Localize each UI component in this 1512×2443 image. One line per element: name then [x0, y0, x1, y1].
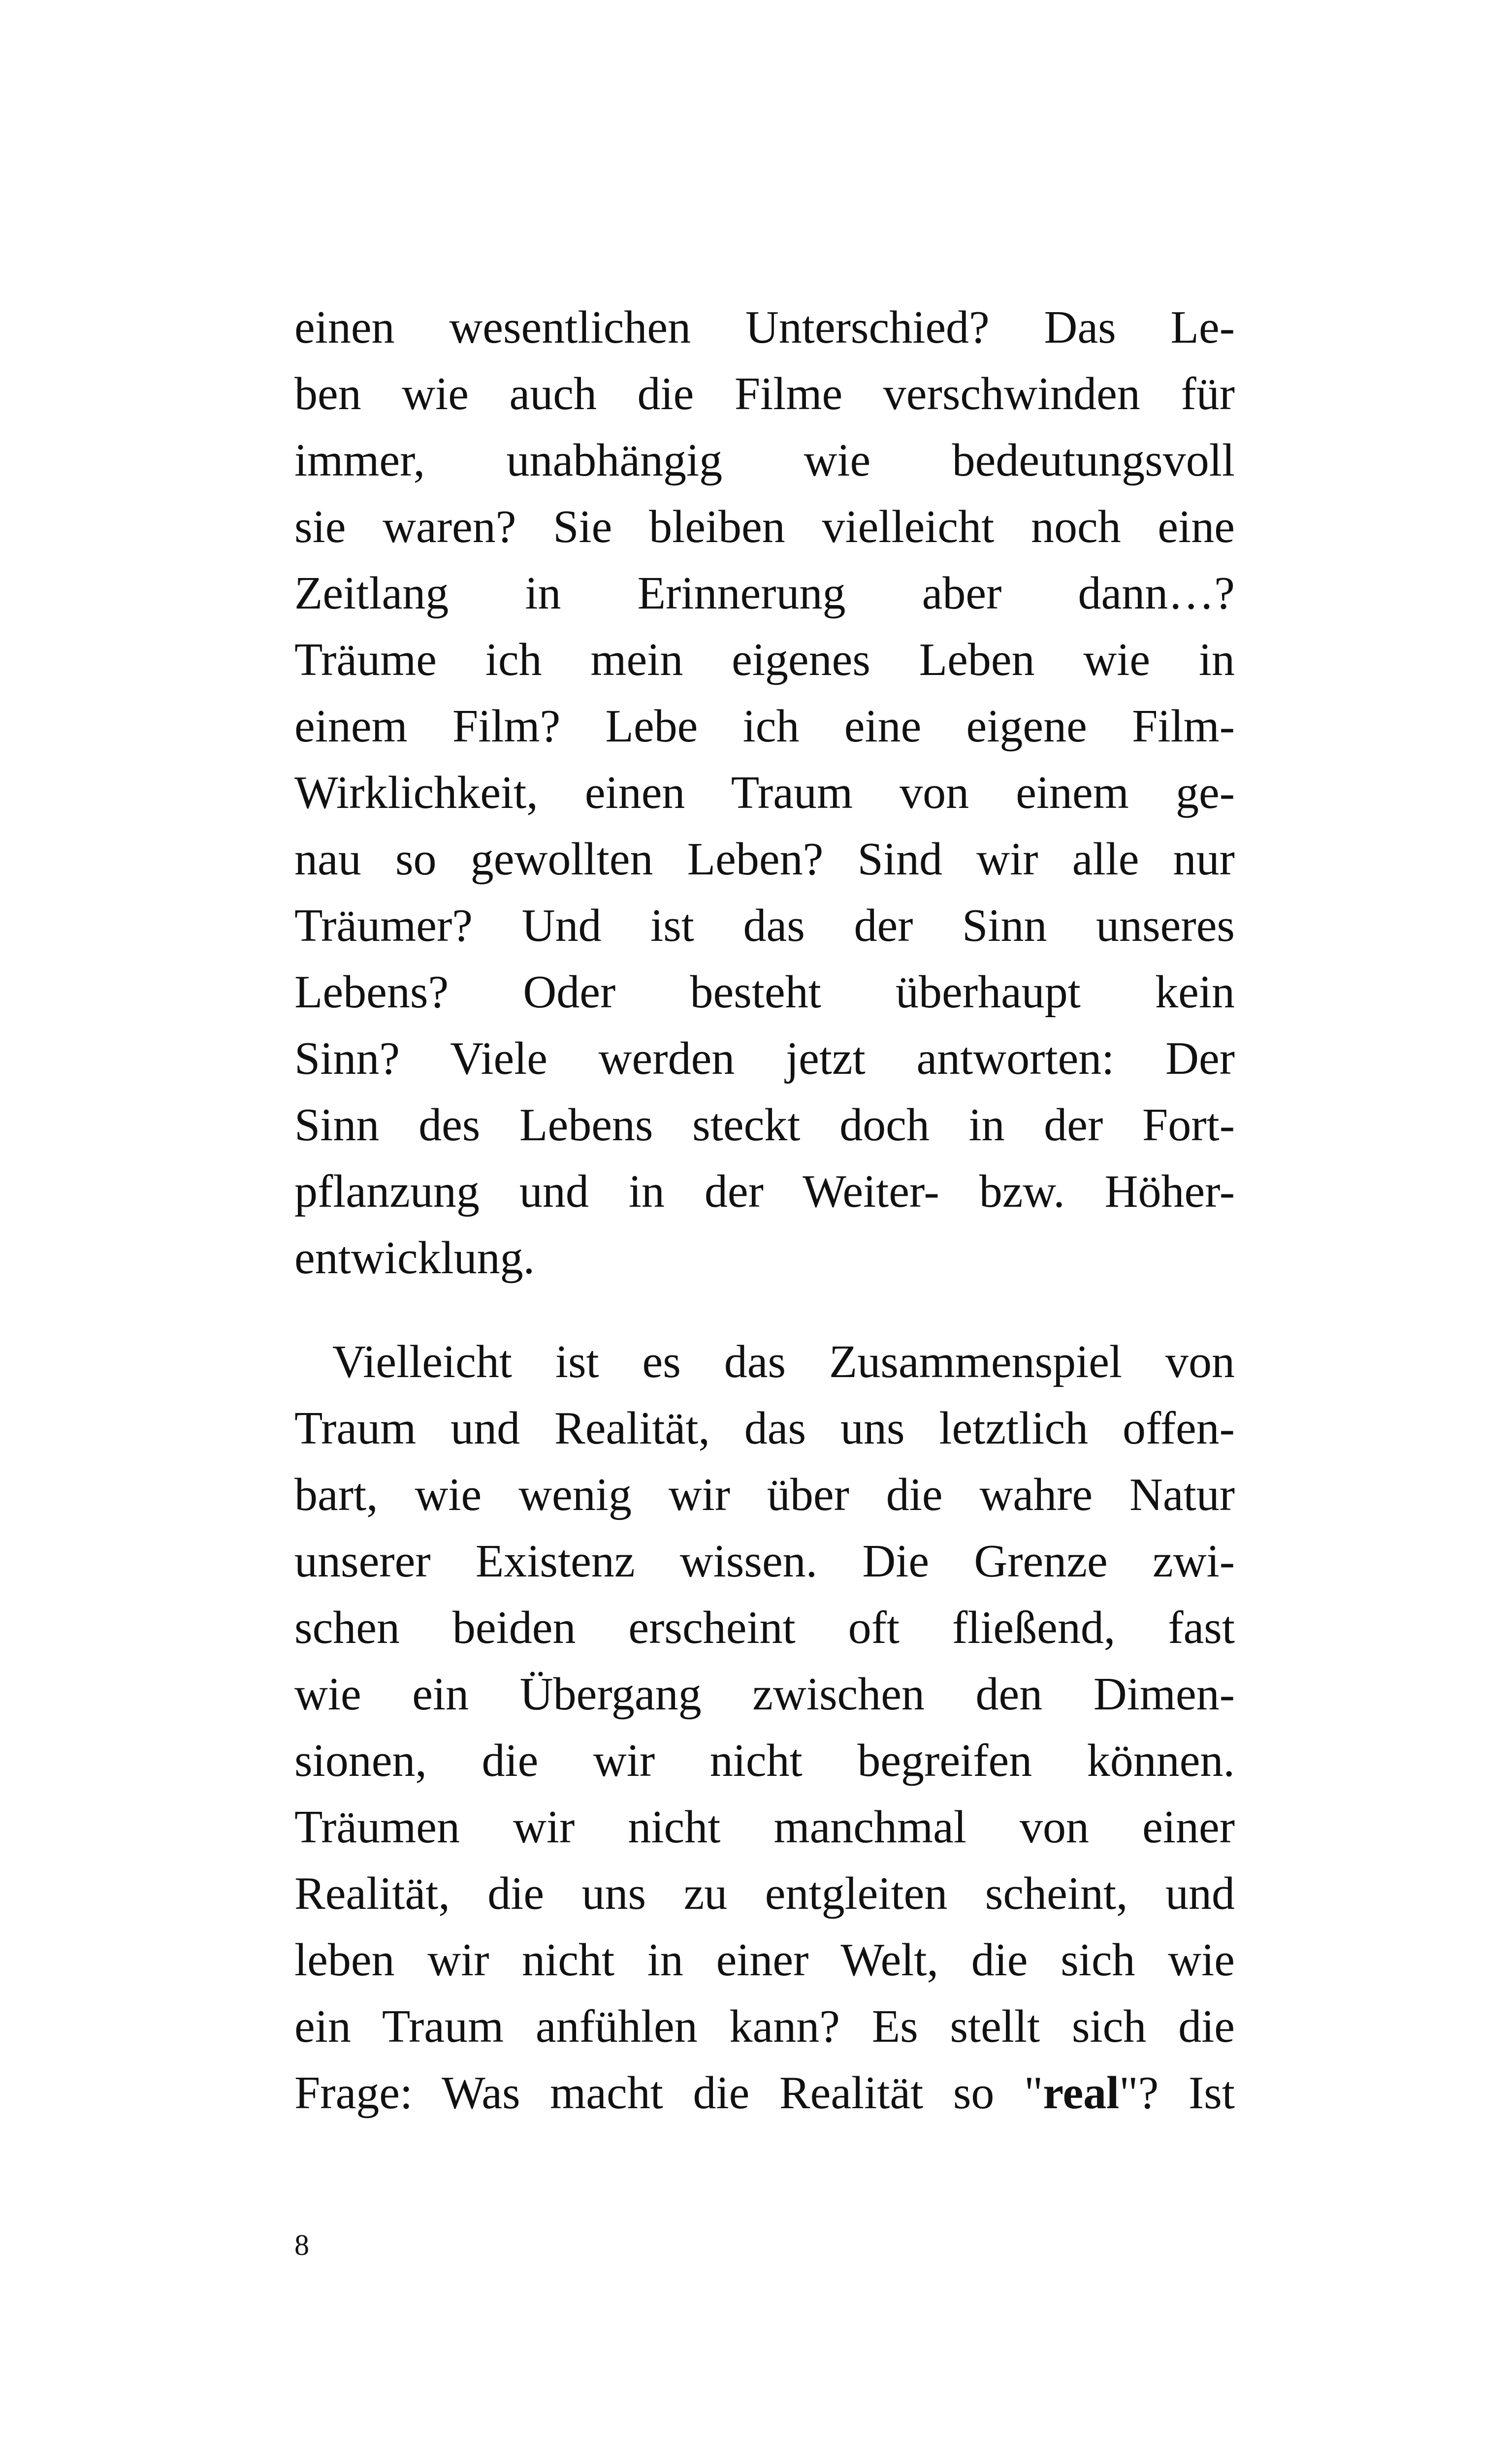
- bold-word: real: [1043, 2067, 1120, 2119]
- paragraph-spacer: [294, 1291, 1235, 1329]
- text-line: immer, unabhängig wie bedeutungsvoll: [294, 435, 1235, 486]
- text-line: einem Film? Lebe ich eine eigene Film-: [294, 701, 1235, 752]
- text-line: einen wesentlichen Unterschied? Das Le-: [294, 302, 1235, 353]
- text-line-last: [294, 2060, 1235, 2126]
- text-line: sionen, die wir nicht begreifen können.: [294, 1735, 1235, 1786]
- text-line: Sinn? Viele werden jetzt antworten: Der: [294, 1033, 1235, 1084]
- text-line: ben wie auch die Filme verschwinden für: [294, 368, 1235, 419]
- text-line: pflanzung und in der Weiter- bzw. Höher-: [294, 1166, 1235, 1217]
- text-line: Sinn des Lebens steckt doch in der Fort-: [294, 1099, 1235, 1151]
- text-line: Träumer? Und ist das der Sinn unseres: [294, 900, 1235, 951]
- text-run: "? Ist: [1119, 2067, 1235, 2119]
- paragraph-1: [294, 294, 1235, 1291]
- page-number: 8: [294, 2229, 309, 2261]
- text-line: Träumen wir nicht manchmal von einer: [294, 1801, 1235, 1853]
- text-line: leben wir nicht in einer Welt, die sich wie: [294, 1934, 1235, 1986]
- text-line: sie waren? Sie bleiben vielleicht noch eine: [294, 501, 1235, 552]
- text-line: nau so gewollten Leben? Sind wir alle nur: [294, 834, 1235, 885]
- text-line: Realität, die uns zu entgleiten scheint, und: [294, 1868, 1235, 1919]
- text-line: Vielleicht ist es das Zusammenspiel von: [332, 1336, 1235, 1387]
- text-line: entwicklung.: [294, 1232, 535, 1284]
- text-line: Zeitlang in Erinnerung aber dann…?: [294, 568, 1235, 619]
- text-run: Frage: Was macht die Realität so ": [294, 2067, 1043, 2119]
- text-line: Träume ich mein eigenes Leben wie in: [294, 634, 1235, 685]
- text-line: Traum und Realität, das uns letztlich offen-: [294, 1403, 1235, 1454]
- text-line: wie ein Übergang zwischen den Dimen-: [294, 1669, 1235, 1720]
- text-line: Wirklichkeit, einen Traum von einem ge-: [294, 767, 1235, 818]
- body-text: [294, 294, 1235, 2126]
- text-line: bart, wie wenig wir über die wahre Natur: [294, 1469, 1235, 1520]
- text-line: unserer Existenz wissen. Die Grenze zwi-: [294, 1536, 1235, 1587]
- text-line: Lebens? Oder besteht überhaupt kein: [294, 966, 1235, 1018]
- text-line: schen beiden erscheint oft fließend, fast: [294, 1602, 1235, 1653]
- text-line: ein Traum anfühlen kann? Es stellt sich die: [294, 2001, 1235, 2052]
- paragraph-2: [294, 1329, 1235, 2126]
